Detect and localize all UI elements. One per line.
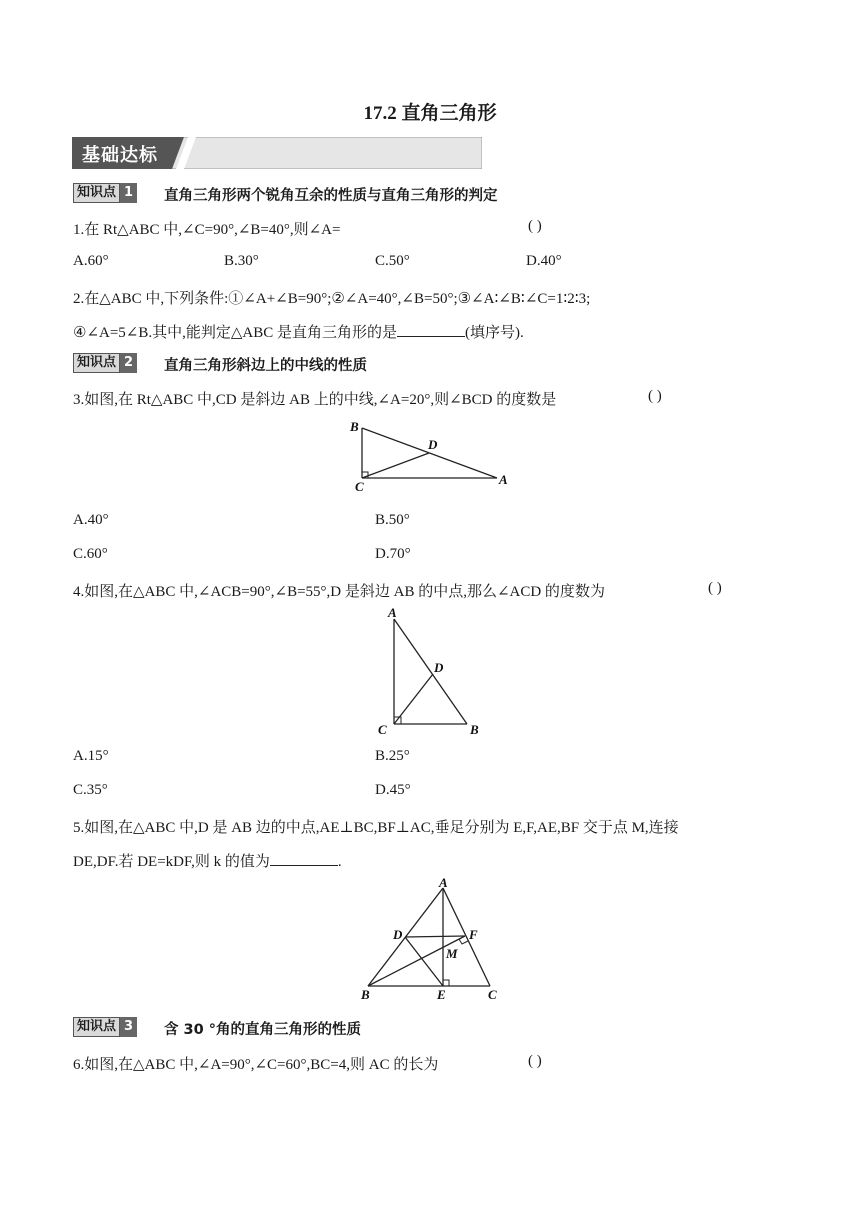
label-d: D <box>434 660 444 675</box>
question-5-line-1: 5.如图,在△ABC 中,D 是 AB 边的中点,AE⊥BC,BF⊥AC,垂足分别为 E,F,AE,BF 交于点 M,连接 <box>73 820 679 836</box>
option-c: C.60° <box>73 546 108 562</box>
fill-in-blank[interactable] <box>270 851 338 866</box>
option-d: D.40° <box>526 253 562 269</box>
question-2-line-1: 2.在△ABC 中,下列条件:①∠A+∠B=90°;②∠A=40°,∠B=50°;③∠A∶∠B∶∠C=1∶2∶3; <box>73 291 591 307</box>
label-d: D <box>393 927 403 942</box>
knowledge-point-badge: 知识点 3 <box>73 1017 137 1037</box>
label-c: C <box>378 722 387 737</box>
label-a: A <box>499 472 508 487</box>
option-c: C.35° <box>73 782 108 798</box>
label-m: M <box>446 946 458 961</box>
answer-parentheses: ( ) <box>528 1053 542 1069</box>
knowledge-point-title: 直角三角形斜边上的中线的性质 <box>164 358 367 374</box>
page-title: 17.2 直角三角形 <box>363 103 497 124</box>
section-banner-label: 基础达标 <box>82 145 158 166</box>
answer-parentheses: ( ) <box>708 580 722 596</box>
label-b: B <box>350 419 359 434</box>
question-2-line-2: ④∠A=5∠B.其中,能判定△ABC 是直角三角形的是 (填序号). <box>73 321 524 342</box>
label-e: E <box>437 987 446 1002</box>
label-b: B <box>361 987 370 1002</box>
label-c: C <box>355 479 364 494</box>
label-a: A <box>388 605 397 620</box>
q4-triangle-figure <box>372 604 492 738</box>
label-b: B <box>470 722 479 737</box>
label-d: D <box>428 437 438 452</box>
knowledge-point-title: 直角三角形两个锐角互余的性质与直角三角形的判定 <box>164 188 498 204</box>
knowledge-point-title: 含 30 °角的直角三角形的性质 <box>164 1022 362 1038</box>
option-b: B.30° <box>224 253 259 269</box>
question-6-stem: 6.如图,在△ABC 中,∠A=90°,∠C=60°,BC=4,则 AC 的长为 <box>73 1057 439 1073</box>
option-d: D.45° <box>375 782 411 798</box>
option-a: A.15° <box>73 748 109 764</box>
label-c: C <box>488 987 497 1002</box>
option-b: B.50° <box>375 512 410 528</box>
answer-parentheses: ( ) <box>528 218 542 234</box>
fill-in-blank[interactable] <box>397 322 465 337</box>
label-a: A <box>439 876 448 890</box>
option-b: B.25° <box>375 748 410 764</box>
question-1-stem: 1.在 Rt△ABC 中,∠C=90°,∠B=40°,则∠A= <box>73 222 341 238</box>
knowledge-point-badge: 知识点 1 <box>73 183 137 203</box>
option-a: A.60° <box>73 253 109 269</box>
knowledge-point-badge: 知识点 2 <box>73 353 137 373</box>
label-f: F <box>469 927 478 942</box>
option-c: C.50° <box>375 253 410 269</box>
option-a: A.40° <box>73 512 109 528</box>
question-4-stem: 4.如图,在△ABC 中,∠ACB=90°,∠B=55°,D 是斜边 AB 的中点,那么∠ACD 的度数为 <box>73 584 605 600</box>
option-d: D.70° <box>375 546 411 562</box>
q3-triangle-figure <box>345 418 515 494</box>
q5-triangle-figure <box>355 876 515 1006</box>
answer-parentheses: ( ) <box>648 388 662 404</box>
question-3-stem: 3.如图,在 Rt△ABC 中,CD 是斜边 AB 上的中线,∠A=20°,则∠BCD 的度数是 <box>73 392 557 408</box>
question-5-line-2: DE,DF.若 DE=kDF,则 k 的值为 . <box>73 850 342 871</box>
